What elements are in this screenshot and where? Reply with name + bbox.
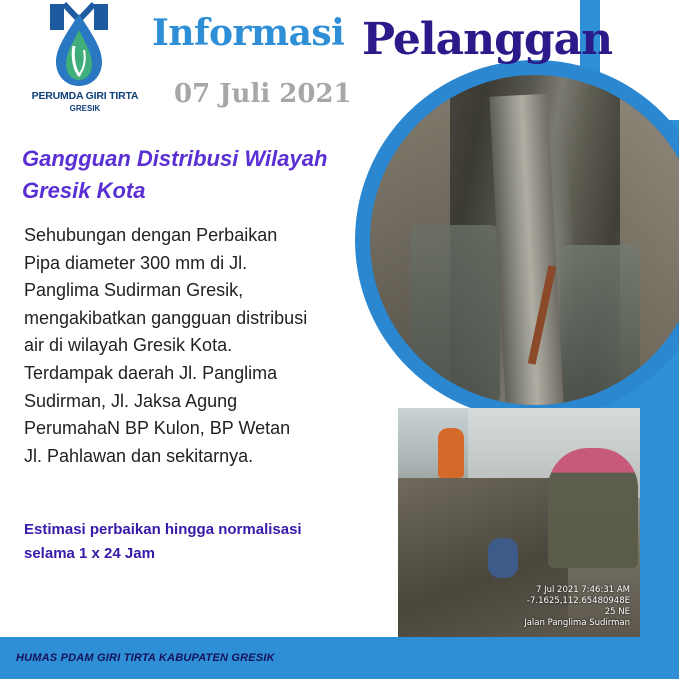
worker-figure	[438, 428, 464, 478]
body-line: mengakibatkan gangguan distribusi	[24, 307, 308, 328]
notice-heading: Gangguan Distribusi Wilayah Gresik Kota	[22, 146, 328, 203]
body-line: Sudirman, Jl. Jaksa Agung	[24, 390, 238, 411]
worker-figure	[488, 538, 518, 578]
logo-company-name: PERUMDA GIRI TIRTA	[31, 90, 139, 102]
notice-date: 07 Juli 2021	[174, 79, 352, 109]
workers-trench-photo	[398, 408, 640, 637]
title-pelanggan: Pelanggan	[362, 14, 613, 65]
body-line: Panglima Sudirman Gresik,	[24, 280, 244, 301]
body-line: PerumahaN BP Kulon, BP Wetan	[24, 418, 291, 439]
repair-estimate: Estimasi perbaikan hingga normalisasi selama 1 x 24 Jam	[24, 521, 302, 562]
water-drop-logo-icon	[44, 0, 114, 90]
company-logo	[14, 0, 142, 115]
pipe-repair-photo	[370, 75, 679, 405]
body-line: Jl. Pahlawan dan sekitarnya.	[24, 445, 254, 466]
body-line: Sehubungan dengan Perbaikan	[24, 225, 278, 245]
body-line: Pipa diameter 300 mm di Jl.	[24, 252, 248, 273]
photo-timestamp: 7 Jul 2021 7:46:31 AM -7.1625,112.65480948E 25 NE Jalan Panglima Sudirman	[524, 585, 630, 628]
body-line: air di wilayah Gresik Kota.	[24, 335, 233, 356]
title-informasi: Informasi	[152, 12, 345, 54]
body-line: Terdampak daerah Jl. Panglima	[24, 362, 278, 383]
pipe	[489, 94, 564, 405]
footer-credit: HUMAS PDAM GIRI TIRTA KABUPATEN GRESIK	[16, 652, 275, 664]
worker-figure	[548, 448, 638, 568]
notice-body	[24, 222, 374, 470]
logo-city: GRESIK	[69, 104, 101, 113]
